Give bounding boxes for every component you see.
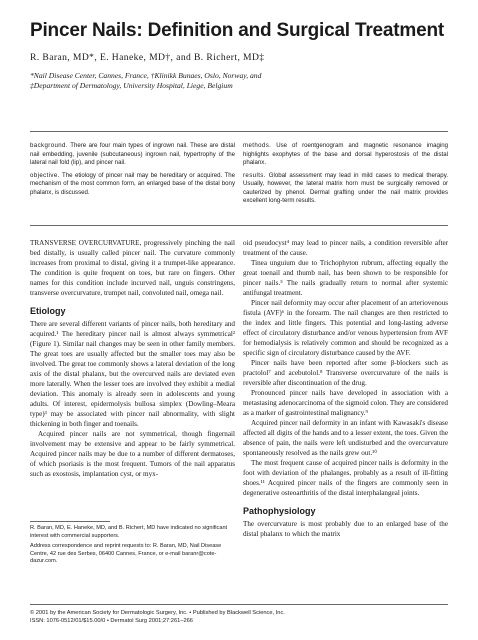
body-paragraph: There are several different variants of pincer nails, both hereditary and acquired.¹ The hereditary pincer nail is almost always symmetrical² (Figure 1). Similar nail changes may be seen in other family members. The great toes are usually affected but the smaller toes may also be involved. The great toe commonly shows a lateral deviation of the long axis of the distal phalanx, but the overcurved nails are deviated even more laterally. When the lesser toes are involved they exhibit a medial deviation. This anomaly is already seen in adolescents and young adults. Of interest, epidermolysis bullosa simplex (Dowling–Meara type)³ may be associated with pincer nail abnormality, with slight thickening in both finger and toenails. <box>30 320 235 428</box>
affiliation-line: ‡Department of Dermatology, University Hospital, Liege, Belgium <box>30 81 233 90</box>
abstract-label: results. <box>243 171 266 179</box>
body-paragraph: Pincer nails have been reported after some β-blockers such as practolol⁷ and acebutolol.⁸ Transverse overcurvature of the nails is reversible after discontinuation of the drug. <box>243 359 448 387</box>
section-heading-pathophysiology: Pathophysiology <box>243 506 316 516</box>
abstract-label: background. <box>30 142 68 149</box>
abstract-results <box>243 172 448 206</box>
disclosure-note: R. Baran, MD, E. Haneke, MD, and B. Richert, MD have indicated no significant interest with commercial supporters. <box>30 525 228 539</box>
publication-info <box>30 610 285 625</box>
abstract-text: Global assessment may lead in mild cases to medical therapy. Usually, however, the lateral matrix horn must be surgically removed or cauterized by phenol. Dermal grafting under the nail matrix provides excellent long-term results. <box>243 171 448 204</box>
body-paragraph: Pronounced pincer nails have developed in association with a metastasing adenocarcinoma of the sigmoid colon. They are considered as a marker of gastrointestinal malignancy.⁹ <box>243 389 448 417</box>
abstract-right-column <box>243 142 448 210</box>
abstract-text: There are four main types of ingrown nail. These are distal nail embedding, juvenile (subcutaneous) ingrown nail, hypertrophy of the lateral nail fold (lip), and pincer nail. <box>30 142 236 166</box>
abstract-divider <box>30 225 448 226</box>
abstract-background <box>30 142 235 168</box>
body-paragraph: Tinea unguium due to Trichophyton rubrum, affecting equally the great toenail and thumb nail, has been shown to be responsible for pincer nails.⁵ The nails gradually return to normal after systemic antifungal treatment. <box>243 259 448 297</box>
body-left-column <box>30 238 235 479</box>
abstract-label: objective. <box>30 171 60 179</box>
issn-line: ISSN: 1076-0512/01/$15.00/0 • Dermatol Surg 2001;27:261–266 <box>30 617 193 624</box>
footnote <box>30 525 235 569</box>
abstract-text: Use of roentgenogram and magnetic resonance imaging highlights exophytes of the base and dorsal hyperostosis of the distal phalanx. <box>243 142 448 166</box>
header-divider <box>30 131 448 132</box>
bottom-divider <box>30 604 448 605</box>
intro-paragraph: TRANSVERSE OVERCURVATURE, progressively pinching the nail bed distally, is usually called pincer nail. The curvature commonly increases from proximal to distal, giving it a trumpet-like appearance. The condition is quite frequent on toes, but rare on fingers. Other names for this condition include incurved nail, unguis constringens, transverse overcurvature, trumpet nail, convoluted nail, omega nail. <box>30 239 235 297</box>
affiliations <box>30 71 261 91</box>
body-paragraph: Acquired pincer nails are not symmetrical, though fingernail involvement may be extensive and appear to be fairly symmetrical. Acquired pincer nails may be due to a number of different dermatoses, of which psoriasis is the most frequent. Tumors of the nail apparatus such as exostosis, implantation cyst, or myx- <box>30 430 235 478</box>
body-paragraph: The overcurvature is most probably due to an enlarged base of the distal phalanx to which the matrix <box>243 520 448 538</box>
author-list: R. Baran, MD*, E. Haneke, MD†, and B. Richert, MD‡ <box>30 52 265 63</box>
article-title: Pincer Nails: Definition and Surgical Treatment <box>30 20 444 41</box>
body-paragraph: oid pseudocyst⁴ may lead to pincer nails, a condition reversible after treatment of the cause. <box>243 239 448 257</box>
body-paragraph: Acquired pincer nail deformity in an infant with Kawasaki's disease affected all digits of the hands and to a lesser extent, the toes. Given the absence of pain, the nails were left undisturbed and the overcurvature spontaneously resolved as the nails grew out.¹⁰ <box>243 419 448 457</box>
copyright-line: © 2001 by the American Society for Dermatologic Surgery, Inc. • Published by Blackwell Science, Inc. <box>30 610 285 616</box>
affiliation-line: *Nail Disease Center, Cannes, France, †Klinikk Bunaes, Oslo, Norway, and <box>30 71 262 80</box>
abstract-methods <box>243 142 448 168</box>
section-heading-etiology: Etiology <box>30 306 66 316</box>
correspondence-note: Address correspondence and reprint requests to: R. Baran, MD, Nail Disease Centre, 42 rue des Serbes, 06400 Cannes, France, or e-mail baranr@cote-dazur.com. <box>30 543 222 564</box>
abstract-text: The etiology of pincer nail may be hereditary or acquired. The mechanism of the most common form, an enlarged base of the distal bony phalanx, is discussed. <box>30 171 235 196</box>
body-right-column <box>243 238 448 539</box>
body-paragraph: Pincer nail deformity may occur after placement of an arteriovenous fistula (AVF)⁶ in the forearm. The nail changes are then restricted to the index and little fingers. This potential and long-lasting adverse effect of circulatory disturbance and/or venous hypertension from AVF for hemodialysis is relatively common and should be recognized as a specific sign of circulatory disturbance caused by the AVF. <box>243 299 448 357</box>
abstract-label: methods. <box>243 142 272 149</box>
abstract-left-column <box>30 142 235 201</box>
footnote-divider <box>30 521 110 522</box>
body-paragraph: The most frequent cause of acquired pincer nails is deformity in the foot with deviation of the phalanges, probably as a result of ill-fitting shoes.¹¹ Acquired pincer nails of the fingers are commonly seen in degenerative osteoarthritis of the distal interphalangeal joints. <box>243 459 448 497</box>
abstract-objective <box>30 172 235 198</box>
